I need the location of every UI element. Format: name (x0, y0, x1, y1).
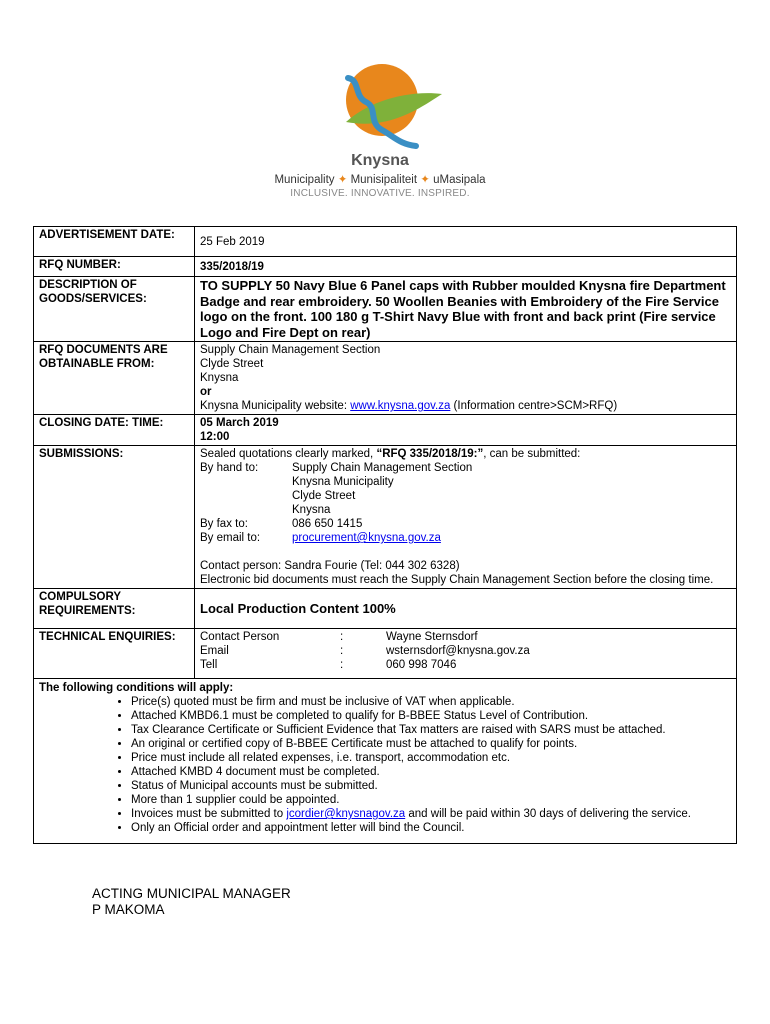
condition-item-invoice (131, 807, 731, 821)
hand-label: By hand to: (200, 462, 259, 474)
signature-block (92, 886, 291, 918)
row-submissions (34, 446, 737, 589)
row-advert-date (34, 227, 737, 257)
label-compulsory: COMPULSORY REQUIREMENTS: (34, 589, 195, 629)
org-subtitle (250, 172, 510, 186)
value-submissions (195, 446, 737, 589)
row-technical (34, 629, 737, 679)
submission-intro-suffix: , can be submitted: (483, 448, 581, 460)
org-sub-xhosa: uMasipala (433, 174, 486, 186)
condition-item: • Tax Clearance Certificate or Sufficient Evidence that Tax matters are raised with SARS must be attached. (131, 723, 731, 737)
condition-item: • Only an Official order and appointment letter will bind the Council. (131, 821, 731, 835)
label-submissions: SUBMISSIONS: (34, 446, 195, 589)
submission-hand (200, 461, 731, 545)
tech-sep: : (340, 631, 344, 643)
closing-date: 05 March 2019 (200, 417, 279, 429)
conditions-cell (34, 679, 737, 844)
condition-item: • Status of Municipal accounts must be submitted. (131, 779, 731, 793)
doc-line-2: Clyde Street (200, 358, 264, 370)
org-sub-afrikaans: Munisipaliteit (350, 174, 418, 186)
submission-contact: Contact person: Sandra Fourie (Tel: 044 302 6328) (200, 560, 460, 572)
submission-intro-prefix: Sealed quotations clearly marked, (200, 448, 377, 460)
condition-item: • An original or certified copy of B-BBEE Certificate must be attached to qualify for points. (131, 737, 731, 751)
condition-item: • Attached KMBD6.1 must be completed to qualify for B-BBEE Status Level of Contribution. (131, 709, 731, 723)
value-documents (195, 342, 737, 415)
hand-address-line: Clyde Street (292, 490, 356, 502)
row-documents (34, 342, 737, 415)
row-conditions (34, 679, 737, 844)
value-compulsory: Local Production Content 100% (195, 589, 737, 629)
procurement-email-link[interactable]: procurement@knysna.gov.za (292, 532, 441, 544)
invoice-suffix: and will be paid within 30 days of delivering the service. (405, 808, 691, 820)
label-rfq-number: RFQ NUMBER: (34, 257, 195, 277)
invoice-prefix: Invoices must be submitted to (131, 808, 287, 820)
spacer (200, 545, 731, 559)
doc-website-prefix: Knysna Municipality website: (200, 400, 351, 412)
value-closing (195, 415, 737, 446)
rfq-table (33, 226, 737, 844)
row-compulsory (34, 589, 737, 629)
label-advert-date: ADVERTISEMENT DATE: (34, 227, 195, 257)
condition-item: • More than 1 supplier could be appointed. (131, 793, 731, 807)
row-rfq-number (34, 257, 737, 277)
label-description: DESCRIPTION OF GOODS/SERVICES: (34, 277, 195, 342)
label-closing: CLOSING DATE: TIME: (34, 415, 195, 446)
signatory-title: ACTING MUNICIPAL MANAGER (92, 886, 291, 901)
org-slogan: INCLUSIVE. INNOVATIVE. INSPIRED. (290, 188, 470, 199)
label-documents: RFQ DOCUMENTS ARE OBTAINABLE FROM: (34, 342, 195, 415)
invoice-email-link[interactable]: jcordier@knysnagov.za (286, 808, 406, 820)
doc-line-1: Supply Chain Management Section (200, 344, 381, 356)
condition-item: • Attached KMBD 4 document must be completed. (131, 765, 731, 779)
email-label: By email to: (200, 532, 261, 544)
tech-sep: : (340, 645, 344, 657)
value-technical (195, 629, 737, 679)
closing-time: 12:00 (200, 431, 230, 443)
org-sub-english: Municipality (274, 174, 335, 186)
hand-address-line: Supply Chain Management Section (292, 462, 473, 474)
doc-or: or (200, 386, 212, 398)
tech-contact-phone: 060 998 7046 (386, 659, 457, 671)
doc-website (200, 399, 731, 413)
tech-key: Tell (200, 659, 218, 671)
row-closing (34, 415, 737, 446)
condition-item: • Price(s) quoted must be firm and must be inclusive of VAT when applicable. (131, 695, 731, 709)
submission-rfq-mark: “RFQ 335/2018/19:” (376, 448, 484, 460)
doc-website-suffix: (Information centre>SCM>RFQ) (450, 400, 618, 412)
conditions-list (39, 695, 731, 835)
website-link[interactable]: www.knysna.gov.za (350, 400, 451, 412)
hand-address-line: Knysna Municipality (292, 476, 394, 488)
value-advert-date: 25 Feb 2019 (195, 227, 737, 257)
condition-item: • Price must include all related expenses, i.e. transport, accommodation etc. (131, 751, 731, 765)
tech-key: Email (200, 645, 229, 657)
tech-contact-email: wsternsdorf@knysna.gov.za (386, 645, 530, 657)
submission-electronic-note: Electronic bid documents must reach the Supply Chain Management Section before the closing time. (200, 574, 714, 586)
municipality-logo (250, 60, 510, 200)
submission-intro (200, 447, 731, 461)
tech-sep: : (340, 659, 344, 671)
technical-contacts (200, 630, 731, 672)
diamond-icon: ✦ (420, 174, 430, 186)
value-rfq-number: 335/2018/19 (195, 257, 737, 277)
diamond-icon: ✦ (337, 174, 348, 186)
logo-emblem-icon (250, 60, 510, 152)
org-name: Knysna (351, 152, 409, 169)
doc-line-3: Knysna (200, 372, 239, 384)
label-technical: TECHNICAL ENQUIRIES: (34, 629, 195, 679)
conditions-heading: The following conditions will apply: (39, 682, 234, 694)
tech-key: Contact Person (200, 631, 280, 643)
fax-value: 086 650 1415 (292, 518, 363, 530)
hand-address-line: Knysna (292, 504, 331, 516)
row-description (34, 277, 737, 342)
signatory-name: P MAKOMA (92, 902, 165, 917)
fax-label: By fax to: (200, 518, 248, 530)
value-description: TO SUPPLY 50 Navy Blue 6 Panel caps with Rubber moulded Knysna fire Department Badge and rear embroidery. 50 Woollen Beanies with Embroidery of the Fire Service logo on the front. 100 180 g T-Shirt Navy Blue with front and back print (Fire service Logo and Fire Dept on rear) (195, 277, 737, 342)
tech-contact-name: Wayne Sternsdorf (386, 631, 478, 643)
hand-address (292, 461, 731, 517)
